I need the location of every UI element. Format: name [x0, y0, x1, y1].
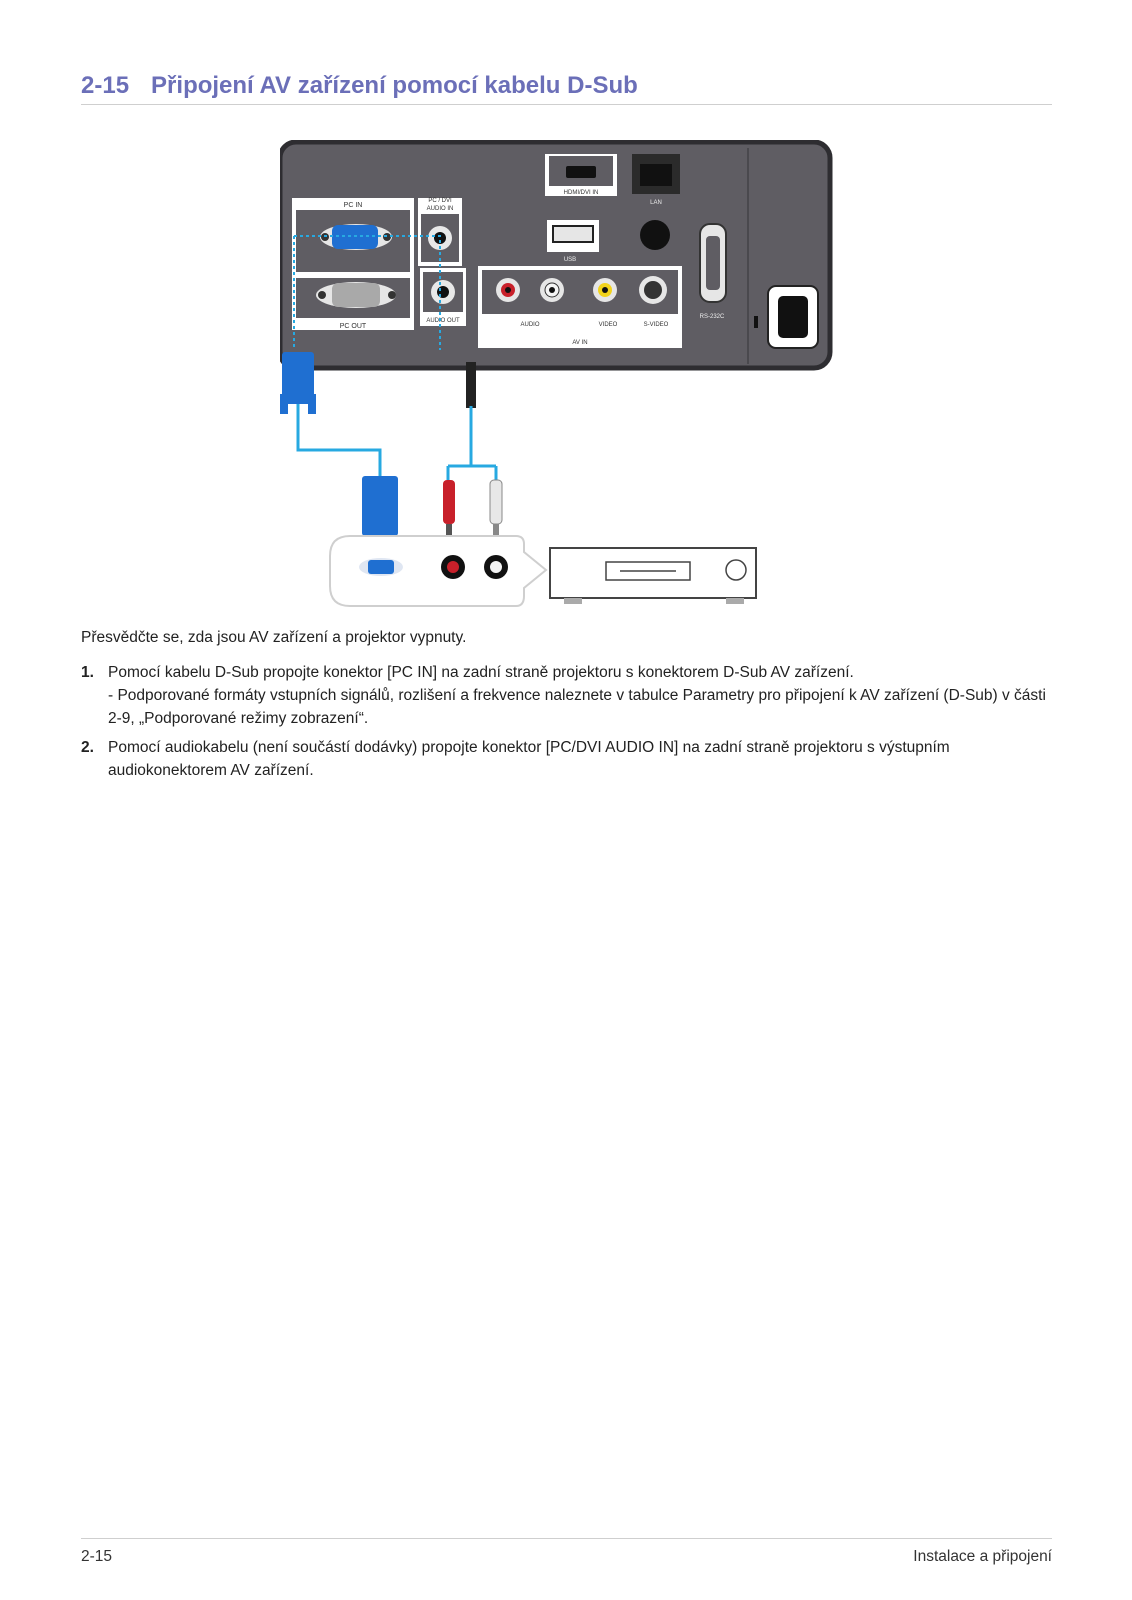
footer-section: Instalace a připojení — [913, 1548, 1052, 1565]
audio-plug-projector — [466, 362, 476, 408]
av-device — [550, 548, 756, 598]
usb-port — [553, 226, 593, 242]
svg-text:HDMI/DVI IN: HDMI/DVI IN — [563, 190, 599, 196]
svg-text:VIDEO: VIDEO — [598, 322, 618, 328]
step-number: 2. — [81, 739, 94, 756]
step-note: - Podporované formáty vstupních signálů, rozlišení a frekvence naleznete v tabulce Parametry pro připojení k AV zařízení (D-Sub) v části 2-9, „Podporované režimy zobrazení“. — [108, 687, 1046, 727]
svg-text:RS-232C: RS-232C — [699, 314, 725, 320]
svg-text:USB: USB — [563, 257, 577, 263]
rca-plug-red — [443, 480, 455, 524]
pc-out-port — [332, 283, 380, 307]
svg-text:AV IN: AV IN — [572, 340, 588, 346]
svg-text:S-VIDEO: S-VIDEO — [643, 322, 669, 328]
footer-page-number: 2-15 — [81, 1548, 113, 1565]
section-number: 2-15 — [81, 72, 130, 99]
list-item — [81, 736, 1056, 782]
page-footer — [81, 1538, 1052, 1566]
step-text: Pomocí kabelu D-Sub propojte konektor [PC IN] na zadní straně projektoru s konektorem D-Sub AV zařízení. — [108, 664, 854, 681]
dsub-cable — [298, 404, 380, 476]
section-heading — [81, 72, 1052, 105]
hdmi-port — [566, 166, 596, 178]
pc-in-label: PC IN — [343, 202, 363, 209]
rca-plug-white — [490, 480, 502, 524]
steps-list — [81, 661, 1056, 788]
pc-out-label: PC OUT — [339, 323, 367, 330]
svg-text:AUDIO OUT: AUDIO OUT — [426, 318, 460, 324]
svg-text:AUDIO: AUDIO — [520, 322, 540, 328]
svg-text:LAN: LAN — [650, 200, 662, 206]
step-text: Pomocí audiokabelu (není součástí dodávky) propojte konektor [PC/DVI AUDIO IN] na zadní straně projektoru s výstupním audiokonektorem AV zařízení. — [108, 739, 950, 779]
section-title: Připojení AV zařízení pomocí kabelu D-Sub — [151, 72, 638, 99]
list-item — [81, 661, 1056, 730]
svg-text:AUDIO IN: AUDIO IN — [426, 206, 454, 212]
connection-diagram — [280, 140, 854, 618]
intro-text: Přesvědčte se, zda jsou AV zařízení a projektor vypnuty. — [81, 629, 467, 646]
step-number: 1. — [81, 664, 94, 681]
dsub-plug-av — [362, 476, 398, 536]
audio-cable — [448, 406, 496, 480]
svg-text:PC / DVI: PC / DVI — [428, 198, 452, 204]
